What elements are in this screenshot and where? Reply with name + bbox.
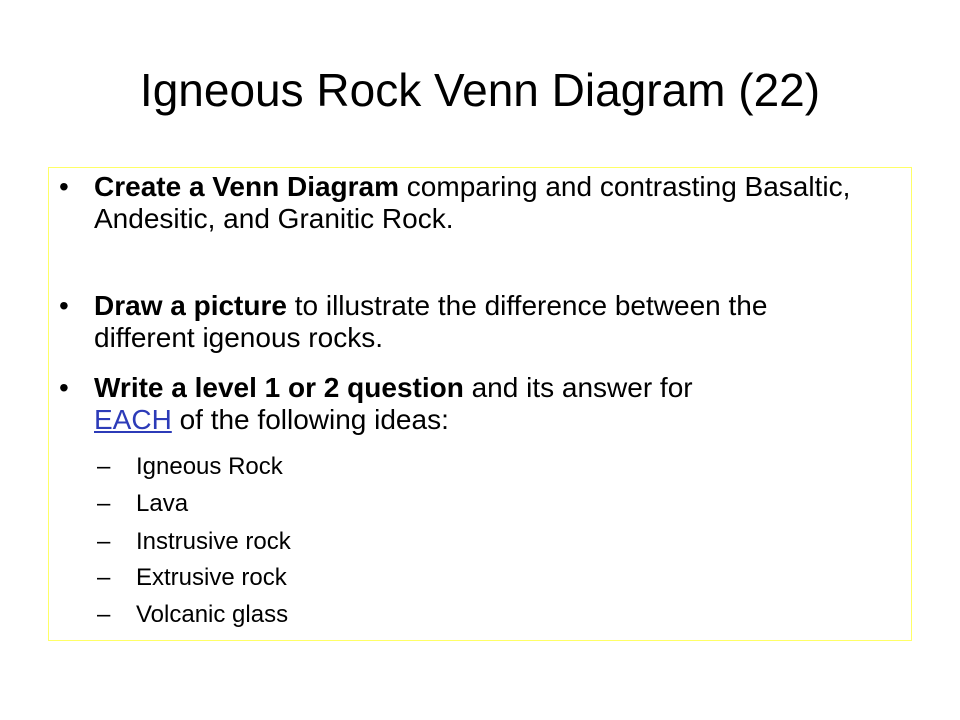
bullet-dot: • [59, 372, 69, 403]
sub-item-label: Lava [136, 490, 189, 517]
sub-item-igneous-rock [97, 453, 283, 481]
bullet-rest: of the following ideas: [171, 404, 449, 435]
sub-item-label: Extrusive rock [136, 564, 287, 591]
dash-marker: – [97, 490, 111, 517]
dash-marker: – [97, 564, 111, 591]
bullet-dot: • [59, 171, 69, 202]
sub-item-intrusive-rock [97, 528, 291, 556]
bullet-bold: Create a Venn Diagram [94, 171, 400, 202]
each-link[interactable]: EACH [94, 404, 172, 435]
bullet-rest: comparing and contrasting Basaltic, Andesitic, and Granitic Rock. [94, 171, 851, 234]
bullet-text [94, 372, 867, 436]
bullet-draw-picture [47, 290, 867, 354]
sub-item-lava [97, 490, 188, 518]
bullet-venn-diagram [47, 171, 867, 235]
dash-marker: – [97, 453, 111, 480]
bullet-rest: to illustrate the difference between the different igenous rocks. [94, 290, 768, 353]
slide-title: Igneous Rock Venn Diagram (22) [139, 64, 821, 116]
sub-item-volcanic-glass [97, 601, 288, 629]
sub-item-label: Instrusive rock [136, 528, 291, 555]
dash-marker: – [97, 601, 111, 628]
dash-marker: – [97, 528, 111, 555]
sub-item-label: Igneous Rock [136, 453, 283, 480]
sub-item-label: Volcanic glass [136, 601, 289, 628]
bullet-text [94, 290, 867, 354]
bullet-bold: Draw a picture [94, 290, 287, 321]
sub-item-extrusive-rock [97, 564, 287, 592]
bullet-rest: and its answer for [463, 372, 693, 403]
bullet-bold: Write a level 1 or 2 question [94, 372, 464, 403]
bullet-write-question [47, 372, 867, 436]
bullet-text [94, 171, 867, 235]
bullet-dot: • [59, 290, 69, 321]
